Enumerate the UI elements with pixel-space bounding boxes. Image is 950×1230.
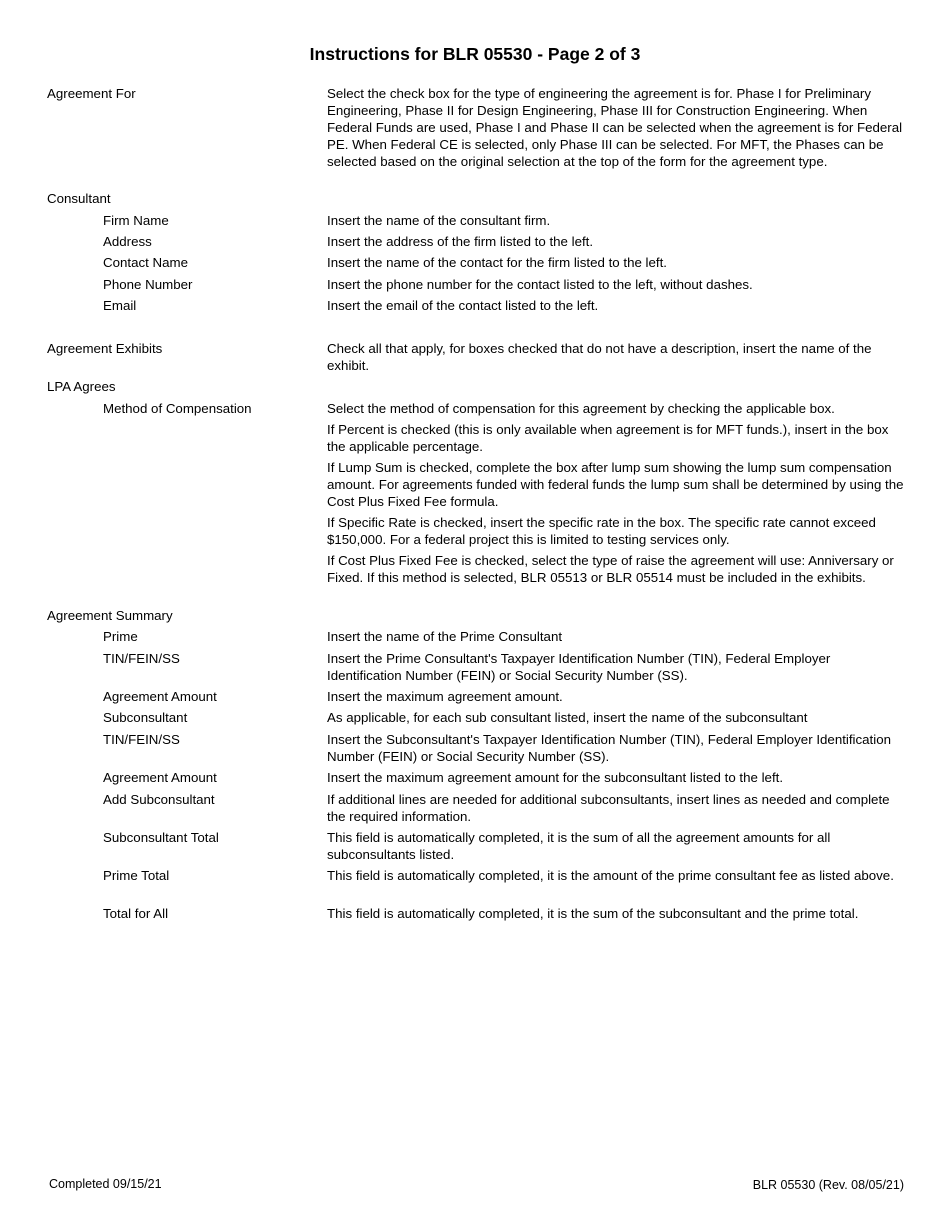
field-instruction: Insert the email of the contact listed to the left. (327, 298, 599, 313)
field-label: LPA Agrees (47, 379, 116, 394)
field-instruction: Select the check box for the type of engineering the agreement is for. Phase I for Preliminary Engineering, Phase II for Design Engineering, Phase III for Construction Engineering. When Federal Funds are used, Phase I and Phase II can be selected when the agreement is for Federal PE. When Federal CE is selected, only Phase III can be selected. For MFT, the Phases can be selected based on the original selection at the top of the form for the agreement type. (327, 86, 903, 169)
completed-date: Completed 09/15/21 (49, 1177, 162, 1191)
form-revision: BLR 05530 (Rev. 08/05/21) (752, 1178, 904, 1192)
field-instruction: Insert the maximum agreement amount for the subconsultant listed to the left. (327, 770, 784, 785)
field-label: Add Subconsultant (103, 792, 215, 807)
field-label: Agreement Exhibits (47, 341, 163, 356)
field-instruction: Insert the address of the firm listed to the left. (327, 234, 594, 249)
field-instruction: This field is automatically completed, it is the amount of the prime consultant fee as listed above. (327, 868, 894, 883)
field-label: Agreement Amount (103, 770, 217, 785)
field-label: Agreement Amount (103, 689, 217, 704)
field-instruction: If additional lines are needed for additional subconsultants, insert lines as needed and complete the required information. (327, 792, 890, 824)
field-label: Method of Compensation (103, 401, 252, 416)
field-instruction: If Percent is checked (this is only available when agreement is for MFT funds.), insert in the box the applicable percentage. (327, 422, 889, 454)
field-label: Phone Number (103, 277, 193, 292)
field-instruction: Select the method of compensation for this agreement by checking the applicable box. (327, 401, 835, 416)
field-instruction: Insert the Subconsultant's Taxpayer Identification Number (TIN), Federal Employer Identification Number (FEIN) or Social Security Number (SS). (327, 732, 891, 764)
field-instruction: Insert the name of the consultant firm. (327, 213, 551, 228)
field-label: Total for All (103, 906, 169, 921)
page-title: Instructions for BLR 05530 - Page 2 of 3 (309, 44, 641, 64)
field-label: Consultant (47, 191, 111, 206)
field-label: Address (103, 234, 152, 249)
field-instruction: If Cost Plus Fixed Fee is checked, select the type of raise the agreement will use: Anniversary or Fixed. If this method is selected, BLR 05513 or BLR 05514 must be included in the exhibits. (327, 553, 894, 585)
field-label: Firm Name (103, 213, 169, 228)
field-label: Agreement Summary (47, 608, 173, 623)
field-label: Prime Total (103, 868, 170, 883)
field-instruction: Insert the maximum agreement amount. (327, 689, 563, 704)
field-instruction: If Lump Sum is checked, complete the box after lump sum showing the lump sum compensation amount. For agreements funded with federal funds the lump sum shall be determined by using the Cost Plus Fixed Fee formula. (327, 460, 904, 509)
field-label: Contact Name (103, 255, 188, 270)
field-instruction: If Specific Rate is checked, insert the specific rate in the box. The specific rate cannot exceed $150,000. For a federal project this is limited to testing services only. (327, 515, 876, 547)
field-instruction: As applicable, for each sub consultant listed, insert the name of the subconsultant (327, 710, 808, 725)
field-label: TIN/FEIN/SS (103, 651, 180, 666)
field-instruction: Insert the name of the contact for the firm listed to the left. (327, 255, 667, 270)
field-instruction: This field is automatically completed, it is the sum of the subconsultant and the prime total. (327, 906, 859, 921)
field-instruction: Insert the Prime Consultant's Taxpayer Identification Number (TIN), Federal Employer Identification Number (FEIN) or Social Security Number (SS). (327, 651, 831, 683)
field-instruction: Insert the phone number for the contact listed to the left, without dashes. (327, 277, 753, 292)
field-instruction: Check all that apply, for boxes checked that do not have a description, insert the name of the exhibit. (327, 341, 872, 373)
field-label: Subconsultant Total (103, 830, 219, 845)
field-label: TIN/FEIN/SS (103, 732, 180, 747)
field-label: Email (103, 298, 137, 313)
field-instruction: This field is automatically completed, it is the sum of all the agreement amounts for all subconsultants listed. (327, 830, 831, 862)
field-instruction: Insert the name of the Prime Consultant (327, 629, 563, 644)
field-label: Agreement For (47, 86, 136, 101)
field-label: Prime (103, 629, 138, 644)
field-label: Subconsultant (103, 710, 188, 725)
